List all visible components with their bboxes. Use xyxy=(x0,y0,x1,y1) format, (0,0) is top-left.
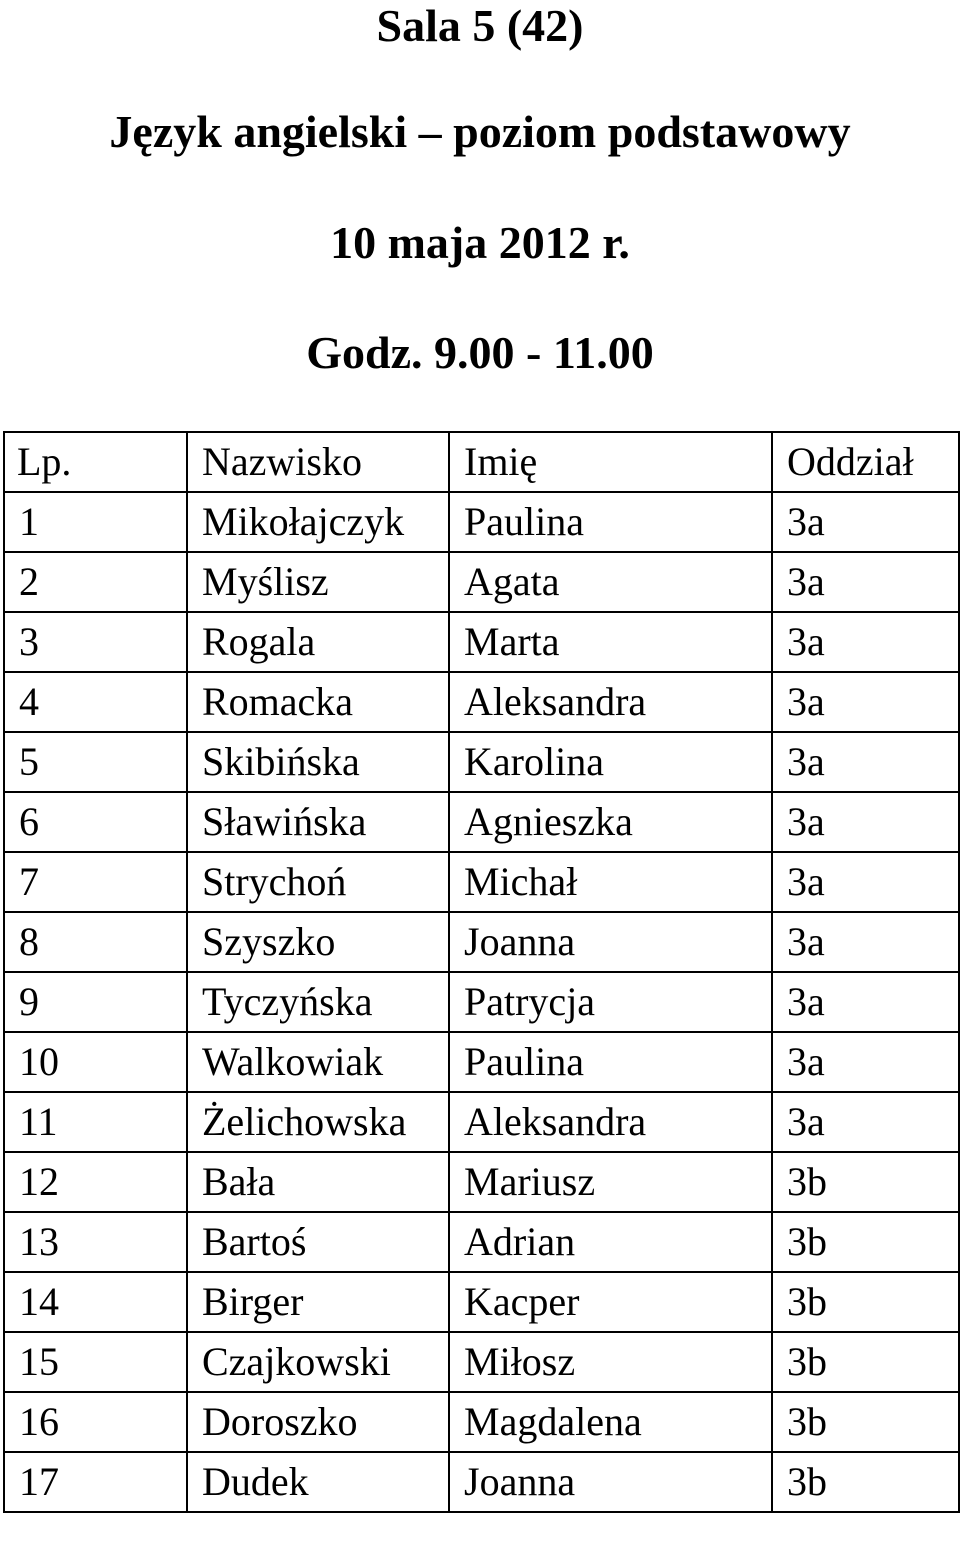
cell-surname: Szyszko xyxy=(187,912,449,972)
table-row xyxy=(4,1092,959,1152)
cell-lp: 16 xyxy=(4,1392,187,1452)
cell-lp: 3 xyxy=(4,612,187,672)
cell-surname: Doroszko xyxy=(187,1392,449,1452)
student-roster-table xyxy=(3,431,960,1513)
cell-class: 3b xyxy=(772,1212,959,1272)
cell-surname: Romacka xyxy=(187,672,449,732)
cell-class: 3a xyxy=(772,732,959,792)
cell-first-name: Kacper xyxy=(449,1272,772,1332)
table-row xyxy=(4,672,959,732)
cell-lp: 1 xyxy=(4,492,187,552)
cell-surname: Żelichowska xyxy=(187,1092,449,1152)
column-header-first-name: Imię xyxy=(449,432,772,492)
cell-first-name: Adrian xyxy=(449,1212,772,1272)
table-row xyxy=(4,1152,959,1212)
cell-lp: 14 xyxy=(4,1272,187,1332)
cell-first-name: Michał xyxy=(449,852,772,912)
cell-surname: Sławińska xyxy=(187,792,449,852)
cell-lp: 11 xyxy=(4,1092,187,1152)
cell-first-name: Paulina xyxy=(449,1032,772,1092)
table-body xyxy=(4,492,959,1512)
exam-time: Godz. 9.00 - 11.00 xyxy=(306,327,654,378)
cell-class: 3a xyxy=(772,972,959,1032)
cell-lp: 7 xyxy=(4,852,187,912)
cell-first-name: Joanna xyxy=(449,1452,772,1512)
cell-class: 3b xyxy=(772,1152,959,1212)
cell-first-name: Aleksandra xyxy=(449,1092,772,1152)
table-row xyxy=(4,492,959,552)
cell-surname: Dudek xyxy=(187,1452,449,1512)
cell-surname: Walkowiak xyxy=(187,1032,449,1092)
cell-lp: 12 xyxy=(4,1152,187,1212)
cell-first-name: Mariusz xyxy=(449,1152,772,1212)
column-header-surname: Nazwisko xyxy=(187,432,449,492)
table-row xyxy=(4,1392,959,1452)
cell-class: 3a xyxy=(772,612,959,672)
cell-lp: 4 xyxy=(4,672,187,732)
cell-class: 3a xyxy=(772,1092,959,1152)
table-row xyxy=(4,732,959,792)
cell-lp: 17 xyxy=(4,1452,187,1512)
cell-first-name: Miłosz xyxy=(449,1332,772,1392)
cell-first-name: Paulina xyxy=(449,492,772,552)
cell-class: 3a xyxy=(772,852,959,912)
cell-class: 3b xyxy=(772,1332,959,1392)
cell-surname: Tyczyńska xyxy=(187,972,449,1032)
cell-lp: 6 xyxy=(4,792,187,852)
cell-lp: 5 xyxy=(4,732,187,792)
column-header-class: Oddział xyxy=(772,432,959,492)
cell-lp: 10 xyxy=(4,1032,187,1092)
table-header-row xyxy=(4,432,959,492)
cell-first-name: Magdalena xyxy=(449,1392,772,1452)
cell-first-name: Aleksandra xyxy=(449,672,772,732)
table-row xyxy=(4,612,959,672)
cell-surname: Skibińska xyxy=(187,732,449,792)
table-row xyxy=(4,1212,959,1272)
cell-lp: 9 xyxy=(4,972,187,1032)
cell-first-name: Joanna xyxy=(449,912,772,972)
cell-first-name: Agnieszka xyxy=(449,792,772,852)
cell-surname: Myślisz xyxy=(187,552,449,612)
cell-surname: Bała xyxy=(187,1152,449,1212)
exam-date: 10 maja 2012 r. xyxy=(330,217,630,268)
cell-class: 3a xyxy=(772,672,959,732)
table-row xyxy=(4,1272,959,1332)
exam-subject: Język angielski – poziom podstawowy xyxy=(109,106,851,157)
cell-lp: 2 xyxy=(4,552,187,612)
cell-surname: Birger xyxy=(187,1272,449,1332)
cell-first-name: Marta xyxy=(449,612,772,672)
cell-class: 3a xyxy=(772,552,959,612)
cell-class: 3a xyxy=(772,492,959,552)
table-row xyxy=(4,972,959,1032)
table-row xyxy=(4,1032,959,1092)
cell-class: 3b xyxy=(772,1452,959,1512)
cell-surname: Mikołajczyk xyxy=(187,492,449,552)
cell-lp: 8 xyxy=(4,912,187,972)
column-header-lp: Lp. xyxy=(4,432,187,492)
cell-class: 3a xyxy=(772,912,959,972)
table-row xyxy=(4,792,959,852)
cell-first-name: Agata xyxy=(449,552,772,612)
cell-lp: 13 xyxy=(4,1212,187,1272)
cell-surname: Bartoś xyxy=(187,1212,449,1272)
cell-class: 3b xyxy=(772,1272,959,1332)
table-row xyxy=(4,1332,959,1392)
cell-class: 3b xyxy=(772,1392,959,1452)
table-row xyxy=(4,552,959,612)
table-row xyxy=(4,1452,959,1512)
cell-class: 3a xyxy=(772,792,959,852)
cell-class: 3a xyxy=(772,1032,959,1092)
room-title: Sala 5 (42) xyxy=(376,0,584,51)
table-row xyxy=(4,912,959,972)
cell-surname: Czajkowski xyxy=(187,1332,449,1392)
cell-lp: 15 xyxy=(4,1332,187,1392)
cell-first-name: Karolina xyxy=(449,732,772,792)
table-row xyxy=(4,852,959,912)
cell-surname: Rogala xyxy=(187,612,449,672)
cell-first-name: Patrycja xyxy=(449,972,772,1032)
cell-surname: Strychoń xyxy=(187,852,449,912)
